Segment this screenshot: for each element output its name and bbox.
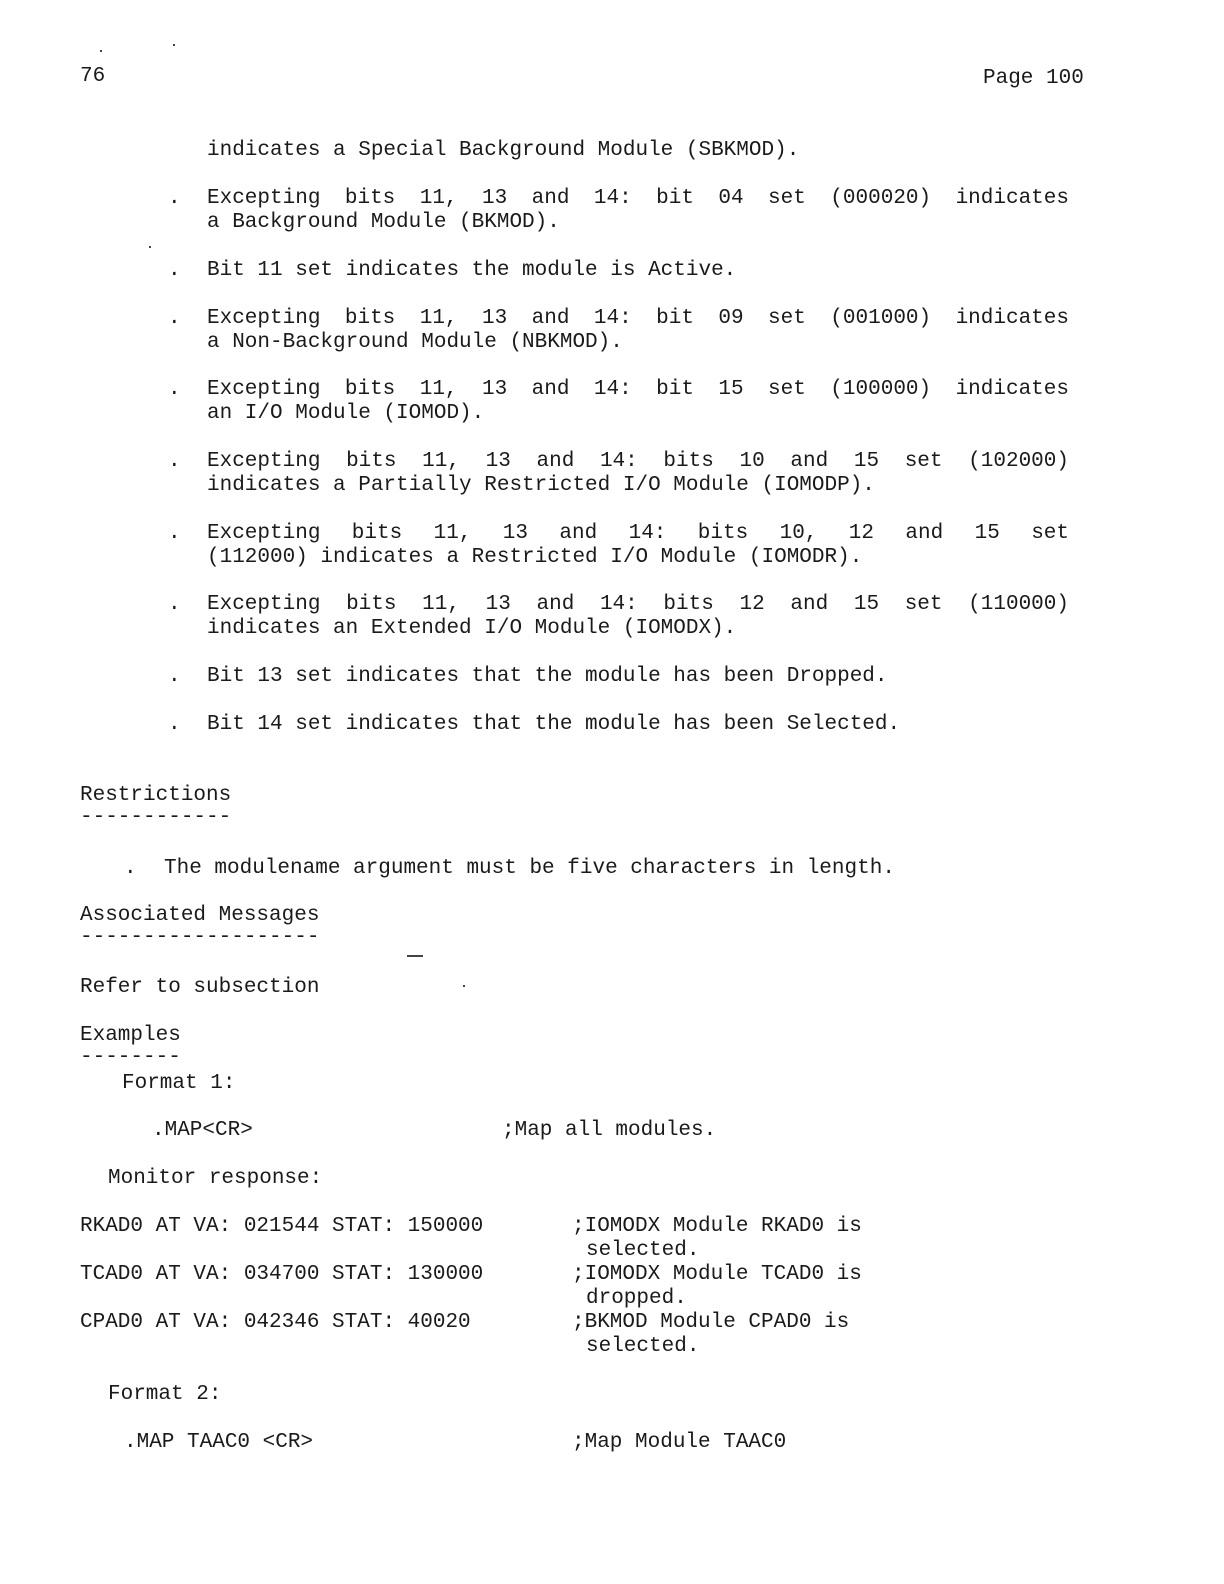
page-number-right: Page 100 (983, 67, 1084, 90)
response-comment: ;IOMODX Module TCAD0 is (572, 1263, 862, 1286)
response-comment-cont: selected. (586, 1239, 700, 1262)
restrictions-item: The modulename argument must be five characters in length. (164, 857, 895, 880)
response-entry: TCAD0 AT VA: 034700 STAT: 130000 (80, 1263, 484, 1286)
bullet-line-1: Bit 11 set indicates the module is Active. (207, 259, 737, 282)
bullet-marker: . (168, 450, 181, 473)
response-entry: CPAD0 AT VA: 042346 STAT: 40020 (80, 1311, 471, 1334)
scan-speck (463, 985, 465, 987)
bullet-line-1: Excepting bits 11, 13 and 14: bits 10 and 15 set (102000) (207, 450, 1069, 473)
response-comment: ;IOMODX Module RKAD0 is (572, 1215, 862, 1238)
format2-label: Format 2: (108, 1383, 222, 1406)
bullet-line-1: Excepting bits 11, 13 and 14: bits 12 and 15 set (110000) (207, 593, 1069, 616)
bullet-marker: . (168, 522, 181, 545)
intro-line: indicates a Special Background Module (SBKMOD). (207, 139, 800, 162)
bullet-marker: . (168, 259, 181, 282)
response-entry: RKAD0 AT VA: 021544 STAT: 150000 (80, 1215, 484, 1238)
associated-messages-underline: ------------------- (80, 926, 320, 949)
bullet-marker: . (168, 378, 181, 401)
bullet-line-2: a Non-Background Module (NBKMOD). (207, 331, 623, 354)
bullet-line-1: Excepting bits 11, 13 and 14: bit 04 set (000020) indicates (207, 187, 1069, 210)
format2-comment: ;Map Module TAAC0 (572, 1431, 787, 1454)
bullet-line-2: indicates an Extended I/O Module (IOMODX). (207, 617, 737, 640)
bullet-line-1: Bit 13 set indicates that the module has been Dropped. (207, 665, 888, 688)
bullet-line-2: indicates a Partially Restricted I/O Module (IOMODP). (207, 474, 875, 497)
page-number-left: 76 (80, 65, 106, 88)
format1-comment: ;Map all modules. (502, 1119, 717, 1142)
bullet-line-2: a Background Module (BKMOD). (207, 211, 560, 234)
bullet-line-2: an I/O Module (IOMOD). (207, 402, 485, 425)
bullet-line-1: Excepting bits 11, 13 and 14: bit 15 set (100000) indicates (207, 378, 1069, 401)
scan-speck (173, 44, 175, 46)
bullet-marker: . (168, 665, 181, 688)
bullet-marker: . (168, 187, 181, 210)
bullet-line-1: Excepting bits 11, 13 and 14: bits 10, 12 and 15 set (207, 522, 1069, 545)
response-comment-cont: selected. (586, 1335, 700, 1358)
format2-command: .MAP TAAC0 <CR> (124, 1431, 314, 1454)
format1-command: .MAP<CR> (152, 1119, 253, 1142)
restrictions-heading: Restrictions (80, 784, 232, 807)
bullet-line-1: Bit 14 set indicates that the module has been Selected. (207, 713, 901, 736)
format1-label: Format 1: (122, 1072, 236, 1095)
scan-speck (149, 246, 151, 248)
response-comment-cont: dropped. (586, 1287, 687, 1310)
bullet-line-1: Excepting bits 11, 13 and 14: bit 09 set (001000) indicates (207, 307, 1069, 330)
scan-speck (100, 50, 102, 52)
associated-messages-heading: Associated Messages (80, 904, 320, 927)
bullet-marker: . (168, 593, 181, 616)
bullet-marker: . (168, 713, 181, 736)
associated-messages-text: Refer to subsection (80, 976, 320, 999)
examples-heading: Examples (80, 1024, 181, 1047)
bullet-marker: . (124, 857, 137, 880)
monitor-response-label: Monitor response: (108, 1167, 323, 1190)
response-comment: ;BKMOD Module CPAD0 is (572, 1311, 850, 1334)
bullet-marker: . (168, 307, 181, 330)
bullet-line-2: (112000) indicates a Restricted I/O Module (IOMODR). (207, 546, 863, 569)
restrictions-underline: ------------ (80, 806, 232, 829)
examples-underline: -------- (80, 1046, 181, 1069)
scan-speck (407, 955, 423, 957)
